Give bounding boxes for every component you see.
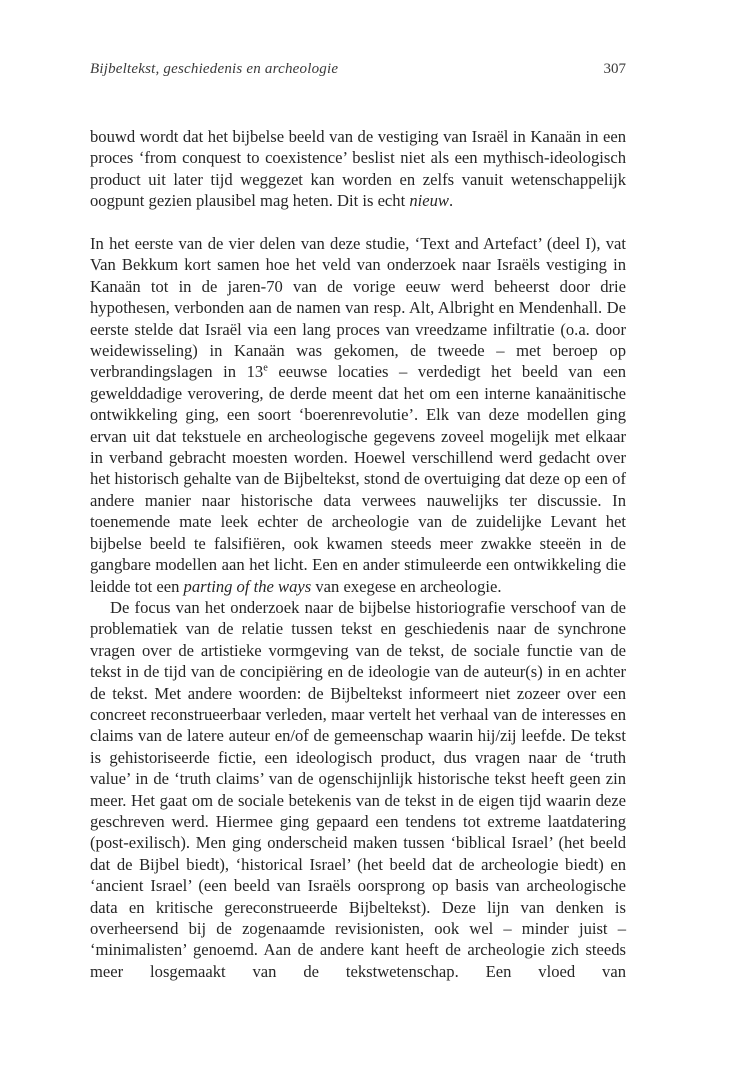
body-text — [90, 126, 626, 982]
italic-run: parting of the ways — [183, 576, 312, 596]
text-run: In het eerste van de vier delen van deze studie, ‘Text and Artefact’ (deel I), vat Van Bekkum kort samen hoe het veld van onderzoek naar Israëls vestiging in Kanaän tot in de jaren-70 van de vorige eeuw werd beheerst door drie hypothesen, verbonden aan de namen van resp. Alt, Albright en Mendenhall. De eerste stelde dat Israël via een lang proces van vreedzame infiltratie (o.a. door weidewisseling) in Kanaän was gekomen, de tweede – met beroep op verbrandingslagen in 13 — [90, 234, 626, 382]
page-number: 307 — [603, 61, 626, 77]
text-run: eeuwse locaties – verdedigt het beeld van een gewelddadige verovering, de derde meent dat het om een interne kanaänitische ontwikkeling ging, een soort ‘boerenrevolutie’. Elk van deze modellen ging ervan uit dat tekstuele en archeologische gegevens zoveel mogelijk met elkaar in verband gebracht moesten worden. Hoewel verschillend werd gedacht over het historisch gehalte van de Bijbeltekst, stond de overtuiging dat deze op een of andere manier naar historische data verwees nauwelijks ter discussie. In toenemende mate leek echter de archeologie van de zuidelijke Levant het bijbelse beeld te falsifiëren, ook kwamen steeds meer zwakke steeën in de gangbare modellen aan het licht. Een en ander stimuleerde een ontwikkeling die leidde tot een — [90, 362, 626, 596]
superscript-run: e — [263, 362, 268, 374]
paragraph-3 — [90, 597, 626, 982]
running-head-title: Bijbeltekst, geschiedenis en archeologie — [90, 61, 339, 77]
paragraph-2 — [90, 233, 626, 597]
text-run: De focus van het onderzoek naar de bijbelse historiografie verschoof van de problematiek van de relatie tussen tekst en geschiedenis naar de synchrone vragen over de artistieke vormgeving van de tekst, de sociale functie van de tekst in de tijd van de concipiëring en de ideologie van de auteur(s) in en achter de tekst. Met andere woorden: de Bijbeltekst informeert niet zozeer over een concreet reconstrueerbaar verleden, maar vertelt het verhaal van de interesses en claims van de latere auteur en/of de gemeenschap waarin hij/zij leefde. De tekst is gehistoriseerde fictie, een ideologisch product, dus vragen naar de ‘truth value’ in de ‘truth claims’ van de ogenschijnlijk historische tekst heeft geen zin meer. Het gaat om de sociale betekenis van de tekst in de eigen tijd waarin deze geschreven werd. Hiermee ging gepaard een tendens tot extreme laatdatering (post-exilisch). Men ging onderscheid maken tussen ‘biblical Israel’ (het beeld dat de Bijbel biedt), ‘historical Israel’ (het beeld dat de archeologie biedt) en ‘ancient Israel’ (een beeld van Israëls oorsprong op basis van archeologische data en kritische gereconstrueerde Bijbeltekst). Deze lijn van denken is overheersend bij de zogenaamde revisionisten, ook wel – minder juist – ‘minimalisten’ genoemd. Aan de andere kant heeft de archeologie zich steeds meer losgemaakt van de tekstwetenschap. Een vloed van — [90, 597, 626, 981]
running-head — [90, 61, 626, 78]
text-run: . — [449, 191, 454, 211]
text-run: van exegese en archeologie. — [311, 576, 502, 596]
text-run: bouwd wordt dat het bijbelse beeld van de vestiging van Israël in Kanaän in een proces ‘from conquest to coexistence’ beslist niet als een mythisch-ideologisch product uit later tijd weggezet kan worden en zelfs vanuit wetenschappelijk oogpunt gezien plausibel mag heten. Dit is echt — [90, 127, 626, 211]
italic-run: nieuw — [409, 191, 449, 211]
paragraph-1 — [90, 126, 626, 212]
